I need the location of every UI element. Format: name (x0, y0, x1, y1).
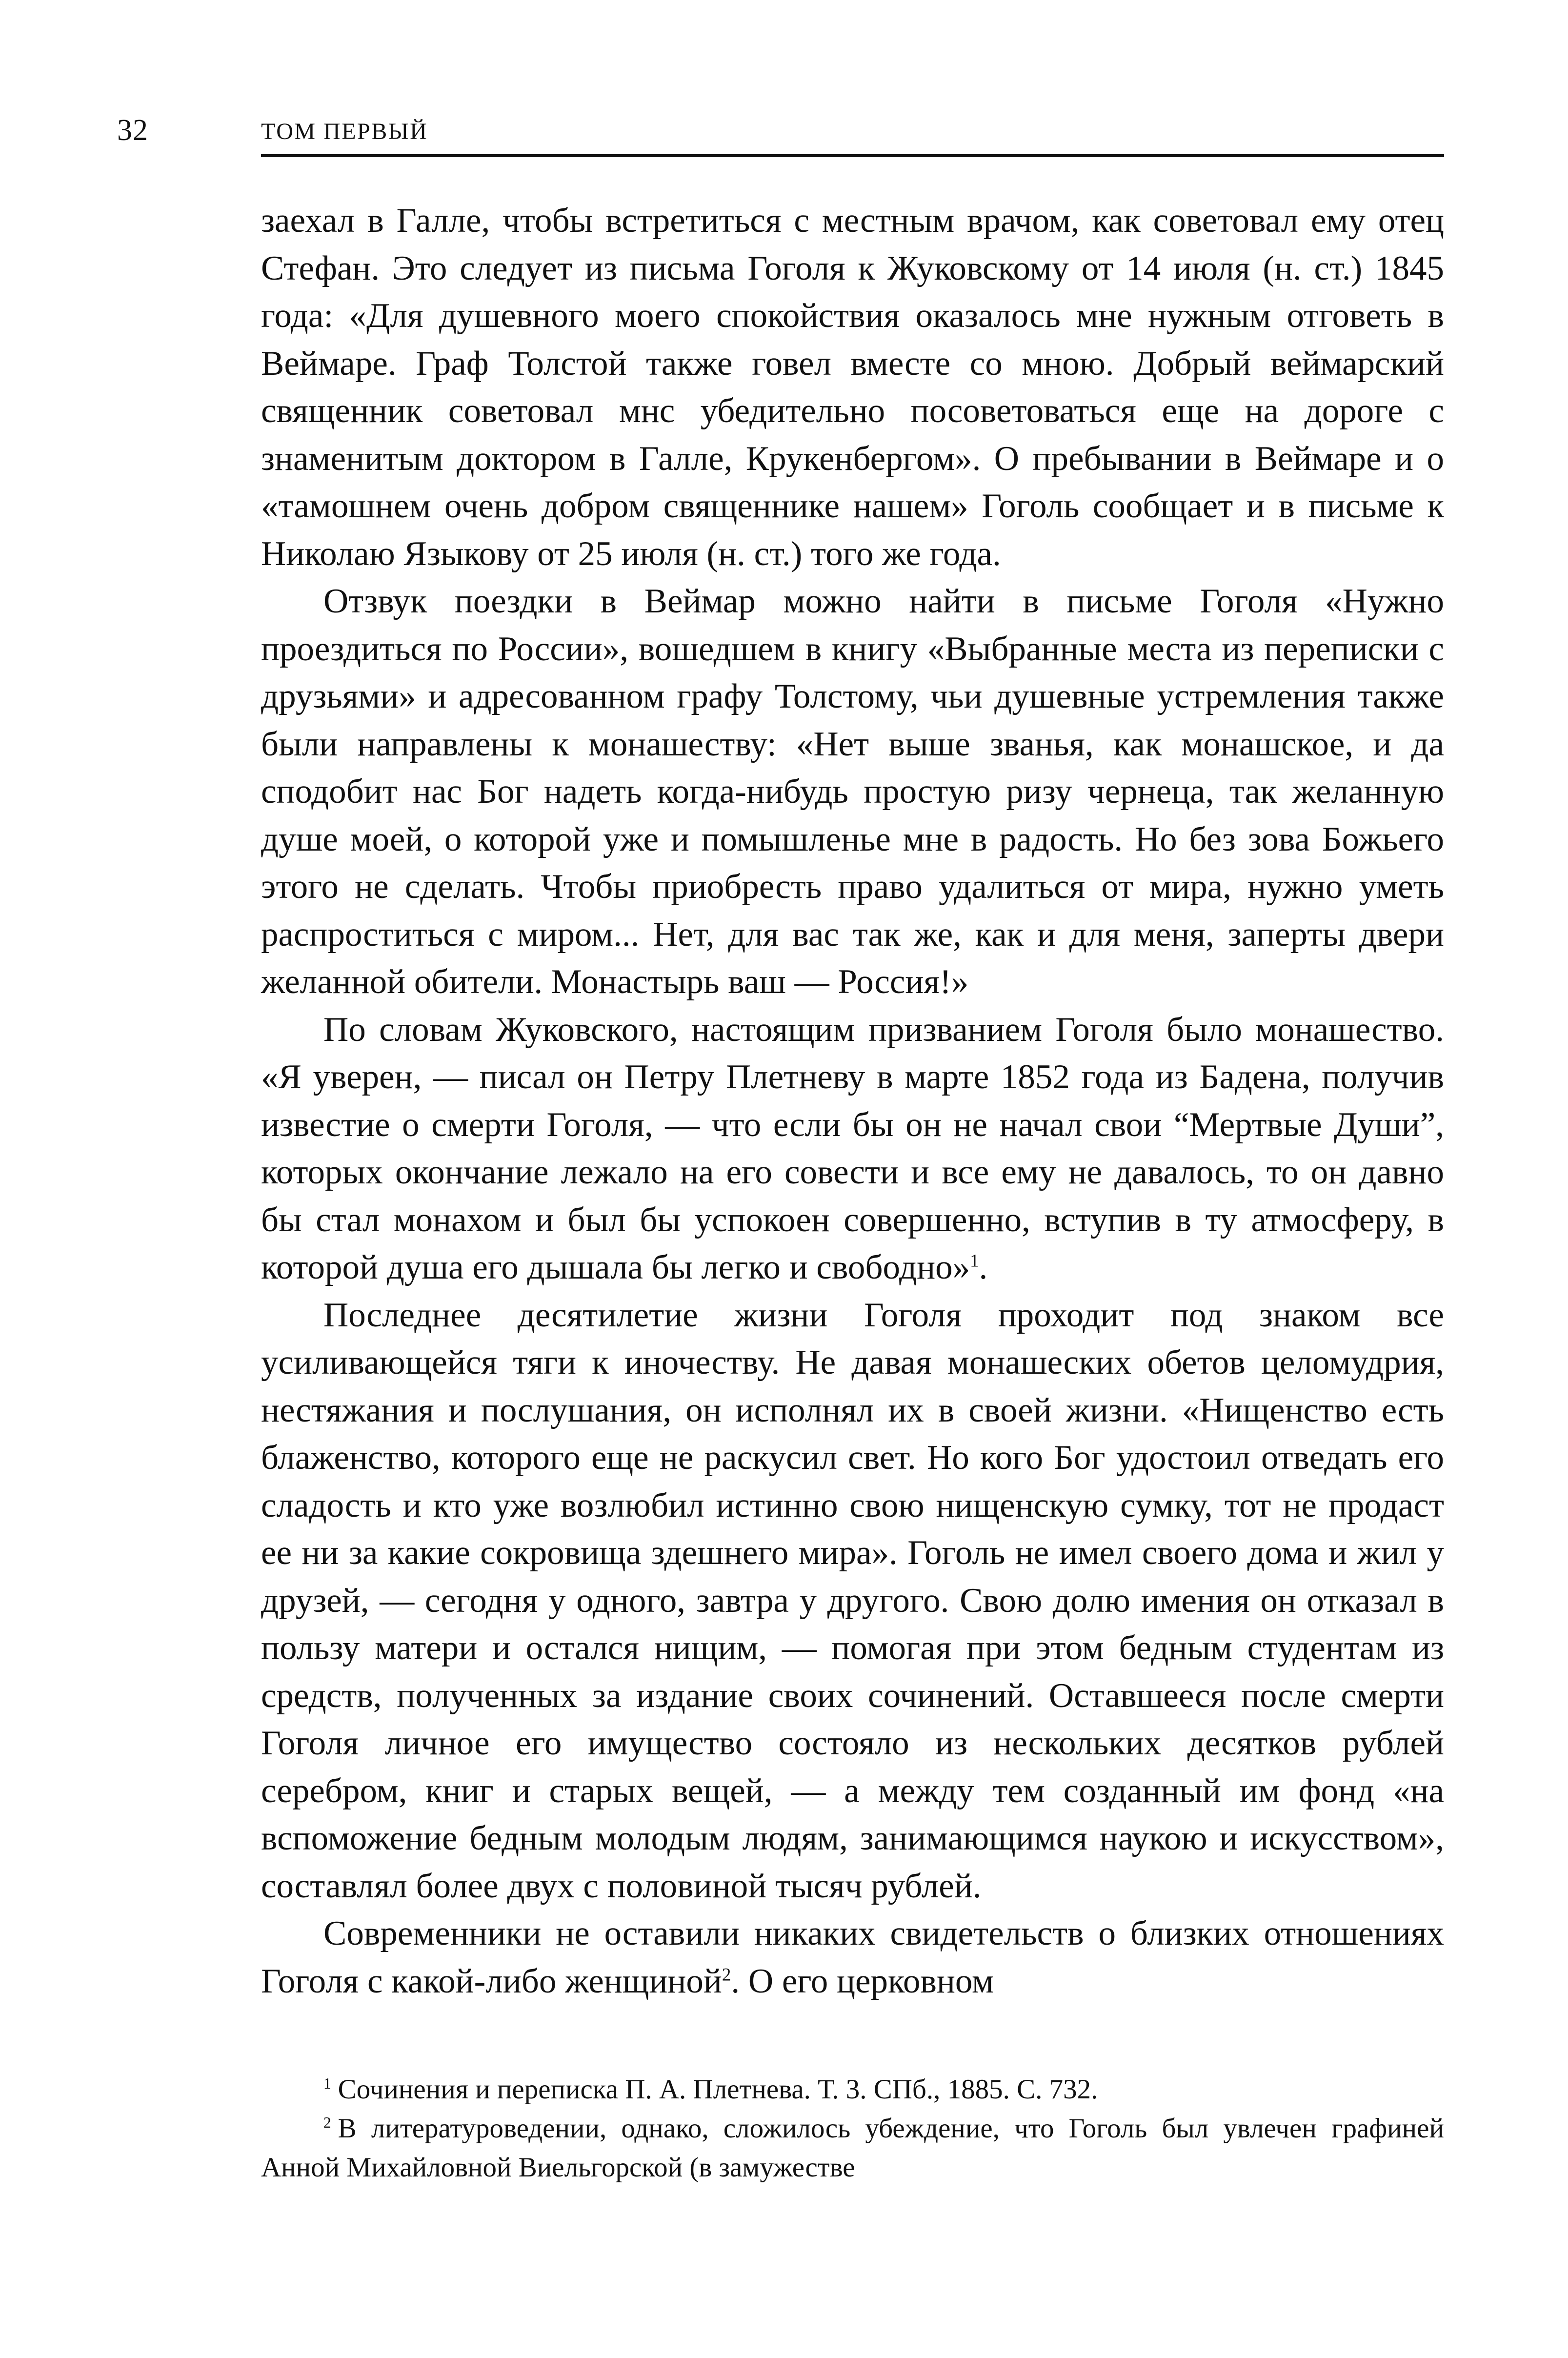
footnote-marker: 1 (323, 2075, 331, 2092)
paragraph-text: По словам Жуковского, настоящим призванием Гоголя было монашество. «Я уверен, — писал он Петру Плетневу в марте 1852 года из Бадена, получив известие о смерти Гоголя, — что если бы он не начал свои “Мертвые Души”, которых окончание лежало на его совести и все ему не давалось, то он давно бы стал монахом и был бы успокоен совершенно, вступив в ту атмосферу, в которой душа его дышала бы легко и свободно» (261, 1010, 1444, 1286)
footnote-item (261, 2070, 1444, 2109)
footnote-marker: 2 (323, 2114, 331, 2131)
footnote-item (261, 2109, 1444, 2187)
paragraph (261, 1910, 1444, 2005)
footnote-ref-1[interactable]: 1 (970, 1250, 979, 1271)
paragraph: Последнее десятилетие жизни Гоголя проходит под знаком все усиливающейся тяги к иночеству. Не давая монашеских обетов целомудрия, нестяжания и послушания, он исполнял их в своей жизни. «Нищенство есть блаженство, которого еще не раскусил свет. Но кого Бог удостоил отведать его сладость и кто уже возлюбил истинно свою нищенскую сумку, тот не продаст ее ни за какие сокровища здешнего мира». Гоголь не имел своего дома и жил у друзей, — сегодня у одного, завтра у другого. Свою долю имения он отказал в пользу матери и остался нищим, — помогая при этом бедным студентам из средств, полученных за издание своих сочинений. Оставшееся после смерти Гоголя личное его имущество состояло из нескольких десятков рублей серебром, книг и старых вещей, — а между тем созданный им фонд «на вспоможение бедным молодым людям, занимающимся наукою и искусством», составлял более двух с половиной тысяч рублей. (261, 1296, 1444, 1905)
footnote-text: В литературоведении, однако, сложилось убеждение, что Гоголь был увлечен графиней Анной Михайловной Виельгорской (в замужестве (261, 2113, 1444, 2183)
running-title: ТОМ ПЕРВЫЙ (261, 119, 428, 144)
page-number: 32 (117, 114, 148, 147)
footnote-text: Сочинения и переписка П. А. Плетнева. Т. 3. СПб., 1885. С. 732. (338, 2074, 1098, 2105)
footnote-ref-2[interactable]: 2 (722, 1964, 731, 1984)
header-rule (261, 154, 1444, 157)
paragraph-text: Современники не оставили никаких свидетельств о близких отношениях Гоголя с какой-либо женщиной (261, 1914, 1444, 2000)
paragraph: заехал в Галле, чтобы встретиться с местным врачом, как советовал ему отец Стефан. Это следует из письма Гоголя к Жуковскому от 14 июля (н. ст.) 1845 года: «Для душевного моего спокойствия оказалось мне нужным отговеть в Веймаре. Граф Толстой также говел вместе со мною. Добрый веймарский священник советовал мнс убедительно посоветоваться еще на дороге с знаменитым доктором в Галле, Крукенбергом». О пребывании в Веймаре и о «тамошнем очень добром священнике нашем» Гоголь сообщает и в письме к Николаю Языкову от 25 июля (н. ст.) того же года. (261, 202, 1444, 573)
footnote-block (261, 2070, 1444, 2187)
paragraph: По словам Жуковского, настоящим призванием Гоголя было монашество. «Я уверен, — писал он Петру Плетневу в марте 1852 года из Бадена, получив известие о смерти Гоголя, — что если бы он не начал свои “Мертвые Души”, которых окончание лежало на его совести и все ему не давалось, то он давно бы стал монахом и был бы успокоен совершенно, вступив в ту атмосферу, в которой душа его дышала бы легко и свободно»$^1$. (261, 1010, 1444, 1286)
body-text (261, 197, 1444, 2005)
running-head (0, 113, 1568, 172)
paragraph: Отзвук поездки в Веймар можно найти в письме Гоголя «Нужно проездиться по России», вошедшем в книгу «Выбранные места из переписки с друзьями» и адресованном графу Толстому, чьи душевные устремления также были направлены к монашеству: «Нет выше званья, как монашское, и да сподобит нас Бог надеть когда-нибудь простую ризу чернеца, так желанную душе моей, о которой уже и помышленье мне в радость. Но без зова Божьего этого не сделать. Чтобы приобресть право удалиться от мира, нужно уметь распроститься с миром... Нет, для вас так же, как и для меня, заперты двери желанной обители. Монастырь ваш — Россия!» (261, 582, 1444, 1001)
paragraph-tail: . О его церковном (731, 1962, 994, 2000)
